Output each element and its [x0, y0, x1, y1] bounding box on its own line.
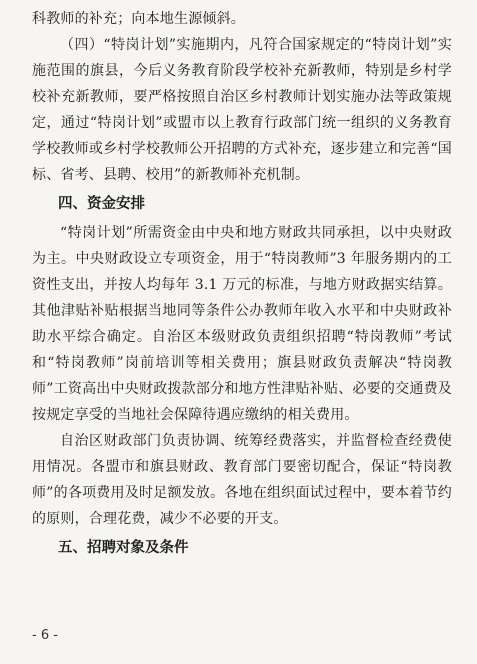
paragraph-four: （四）“特岗计划”实施期内，凡符合国家规定的“特岗计划”实施范围的旗县，今后义务教育阶段学校补充新教师，特别是乡村学校补充新教师，要严格按照自治区乡村教师计划实施办法等政策规定，通过“特岗计划”或盟市以上教育行政部门统一组织的义务教育学校教师或乡村学校教师公开招聘的方式补充，逐步建立和完善“国标、省考、县聘、校用”的新教师补充机制。	[32, 37, 452, 183]
page-number: - 6 -	[32, 628, 58, 643]
section-heading-funding: 四、资金安排	[58, 196, 145, 212]
funding-paragraph-1: “特岗计划”所需资金由中央和地方财政共同承担，以中央财政为主。中央财政设立专项资金，用于“特岗教师”3 年服务期内的工资性支出，并按人均每年 3.1 万元的标准，与地方财政据实结算。其他津贴补贴根据当地同等条件公办教师年收入水平和中央财政补助水平综合确定。自治区本级财政负责组织招聘“特岗教师”考试和“特岗教师”岗前培训等相关费用；旗县财政负责解决“特岗教师”工资高出中央财政拨款部分和地方性津贴补贴、必要的交通费及按规定享受的当地社会保障待遇应缴纳的相关费用。	[32, 225, 452, 423]
section-heading-recruitment: 五、招聘对象及条件	[58, 540, 189, 556]
document-body	[32, 6, 452, 564]
funding-paragraph-2: 自治区财政部门负责协调、统筹经费落实，并监督检查经费使用情况。各盟市和旗县财政、教育部门要密切配合，保证“特岗教师”的各项费用及时足额发放。各地在组织面试过程中，要本着节约的原则，合理花费，减少不必要的开支。	[32, 433, 452, 527]
top-fragment-text: 科教师的补充；向本地生源倾斜。	[32, 11, 245, 27]
